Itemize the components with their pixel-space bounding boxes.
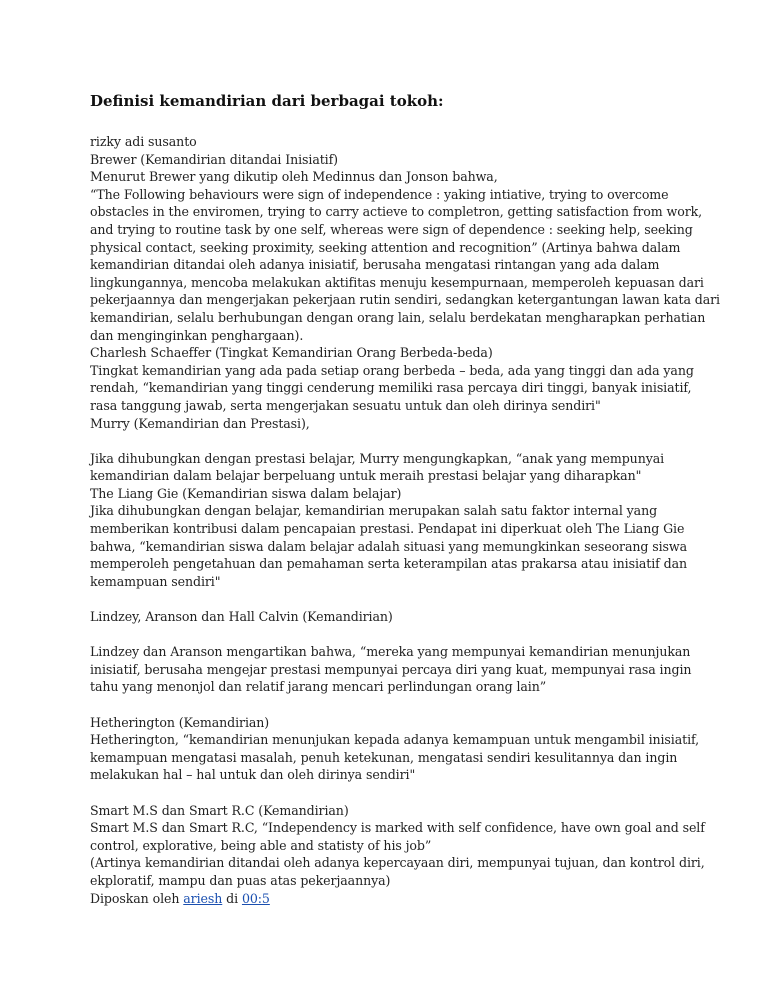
post-body [90, 133, 720, 890]
text-line: Charlesh Schaeffer (Tingkat Kemandirian Orang Berbeda-beda) [90, 345, 493, 361]
post-footer [90, 890, 690, 908]
text-line: kemandirian ditandai oleh adanya inisiatif, berusaha mengatasi rintangan yang ada dalam [90, 257, 660, 273]
author-link[interactable]: ariesh [183, 890, 223, 906]
post-content [90, 91, 720, 907]
text-line: and trying to routine task by one self, whereas were sign of dependence : seeking help, seeking [90, 221, 693, 237]
text-line: physical contact, seeking proximity, seeking attention and recognition” (Artinya bahwa dalam [90, 239, 681, 255]
text-line: Menurut Brewer yang dikutip oleh Medinnus dan Jonson bahwa, [90, 169, 498, 185]
text-line: Murry (Kemandirian dan Prestasi), [90, 415, 310, 431]
text-line: Brewer (Kemandirian ditandai Inisiatif) [90, 151, 338, 167]
text-line: The Liang Gie (Kemandirian siswa dalam belajar) [90, 485, 402, 501]
text-line: kemandirian, selalu berhubungan dengan orang lain, selalu berdekatan mengharapkan perhatian [90, 309, 706, 325]
text-line: kemampuan mengatasi masalah, penuh ketekunan, mengatasi sendiri kesulitannya dan ingin [90, 749, 678, 765]
text-line: obstacles in the enviromen, trying to carry actieve to completron, getting satisfaction from work, [90, 204, 703, 220]
text-line: melakukan hal – hal untuk dan oleh dirinya sendiri" [90, 767, 416, 783]
text-line: kemampuan sendiri" [90, 573, 221, 589]
text-line: memperoleh pengetahuan dan pemahaman serta keterampilan atas prakarsa atau inisiatif dan [90, 556, 688, 572]
text-line: lingkungannya, mencoba melakukan aktifitas menuju kesempurnaan, memperoleh kepuasan dari [90, 274, 704, 290]
blank-line [90, 432, 690, 450]
text-line: ekploratif, mampu dan puas atas pekerjaannya) [90, 872, 391, 888]
text-line: Hetherington, “kemandirian menunjukan kepada adanya kemampuan untuk mengambil inisiatif, [90, 732, 700, 748]
text-line: rendah, “kemandirian yang tinggi cenderung memiliki rasa percaya diri tinggi, banyak inisiatif, [90, 380, 692, 396]
text-line: inisiatif, berusaha mengejar prestasi mempunyai percaya diri yang kuat, mempunyai rasa ingin [90, 661, 692, 677]
text-line: Lindzey, Aranson dan Hall Calvin (Kemandirian) [90, 609, 393, 625]
text-line: Smart M.S dan Smart R.C, “Independency is marked with self confidence, have own goal and self [90, 820, 705, 836]
text-line: Lindzey dan Aranson mengartikan bahwa, “mereka yang mempunyai kemandirian menunjukan [90, 644, 691, 660]
text-line: Smart M.S dan Smart R.C (Kemandirian) [90, 802, 349, 818]
blank-line [90, 590, 690, 608]
posted-at-label: di [226, 890, 239, 906]
text-line: memberikan kontribusi dalam pencapaian prestasi. Pendapat ini diperkuat oleh The Liang Gie [90, 521, 685, 537]
timestamp-link[interactable]: 00:5 [241, 890, 270, 906]
blank-line [90, 696, 690, 714]
text-line: kemandirian dalam belajar berpeluang untuk meraih prestasi belajar yang diharapkan" [90, 468, 642, 484]
text-line: rasa tanggung jawab, serta mengerjakan sesuatu untuk dan oleh dirinya sendiri" [90, 397, 601, 413]
text-line: rizky adi susanto [90, 134, 197, 149]
blank-line [90, 626, 690, 644]
text-line: “The Following behaviours were sign of independence : yaking intiative, trying to overcome [90, 186, 669, 202]
text-line: Jika dihubungkan dengan prestasi belajar, Murry mengungkapkan, “anak yang mempunyai [90, 450, 665, 466]
text-line: Hetherington (Kemandirian) [90, 714, 270, 730]
posted-by-label: Diposkan oleh [90, 890, 180, 906]
text-line: tahu yang menonjol dan relatif jarang mencari perlindungan orang lain” [90, 679, 547, 695]
text-line: control, explorative, being able and statisty of his job” [90, 837, 432, 853]
text-line: (Artinya kemandirian ditandai oleh adanya kepercayaan diri, mempunyai tujuan, dan kontrol diri, [90, 855, 705, 871]
text-line: Jika dihubungkan dengan belajar, kemandirian merupakan salah satu faktor internal yang [90, 503, 658, 519]
text-line: dan menginginkan penghargaan). [90, 327, 304, 343]
text-line: pekerjaannya dan mengerjakan pekerjaan rutin sendiri, sedangkan ketergantungan lawan kata dari [90, 292, 720, 308]
post-title: Definisi kemandirian dari berbagai tokoh: [90, 92, 444, 110]
blank-line [90, 784, 690, 802]
text-line: bahwa, “kemandirian siswa dalam belajar adalah situasi yang memungkinkan seseorang siswa [90, 538, 687, 554]
text-line: Tingkat kemandirian yang ada pada setiap orang berbeda – beda, ada yang tinggi dan ada yang [90, 362, 694, 378]
